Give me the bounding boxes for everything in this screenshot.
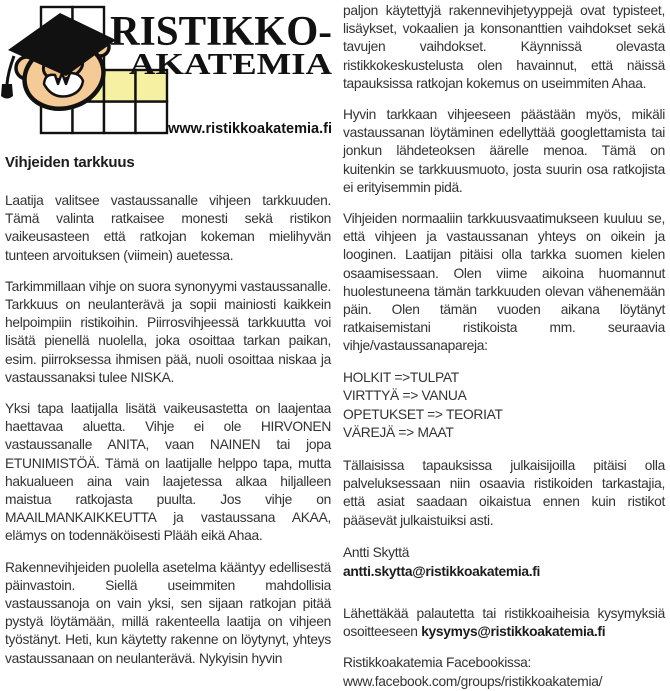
- left-column: [5, 154, 331, 668]
- paragraph-widening-search-area: Yksi tapa laatijalla lisätä vaikeusastetta on laajentaa haettavaa aluetta. Vihje ei ole HIRVONEN vastaussanalle ANITA, vaan NAINEN tai jopa ETUNIMISTÖÄ. Tämä on laatijalle helppo tapa, mutta hakualueen aina vain laajetessa alkaa hiljalleen maistua ratkojasta puulta. Jos vihje on MAAILMANKAIKKEUTTA ja vastaussana AKAA, elämys on todennäköisesti Plääh eikä Ahaa.: [5, 401, 331, 544]
- facebook-block: [343, 654, 665, 691]
- ristikkoakatemia-logo: [0, 0, 336, 144]
- clue-answer-pair: HOLKIT =>TULPAT: [343, 369, 459, 385]
- logo-website-url: www.ristikkoakatemia.fi: [168, 121, 332, 137]
- paragraph-publishers-checkers: Tällaisissa tapauksissa julkaisijoilla pitäisi olla palveluksessaan niin osaavia ristikoiden tarkastajia, että asiat saadaan oikaistua ennen kuin ristikot pääsevät julkaistuiksi asti.: [343, 458, 665, 528]
- paragraph-normal-accuracy: Vihjeiden normaaliin tarkkuusvaatimukseen kuuluu se, että vihjeen ja vastaussanan yhteys on oikein ja looginen. Laatijan pitäisi olla tarkka suomen kielen osaamisessaan. Olen viime aikoina huomannut huolestuneena tämän tarkkuuden olevan vähenemään päin. Olen tämän vuoden aikana löytänyt ratkaisemistani ristikoista mm. seuraavia vihje/vastaussanapareja:: [343, 211, 665, 354]
- clue-answer-pair: VIRTTYÄ => VANUA: [343, 388, 467, 404]
- clue-answer-pair: OPETUKSET => TEORIAT: [343, 406, 503, 422]
- right-column: [343, 2, 665, 691]
- paragraph-precise-clues: Tarkimmillaan vihje on suora synonyymi vastaussanalle. Tarkkuus on neulanterävä ja sopii mainiosti kaikkein helpoimpiin ristikoihin. Piirrosvihjeessä tarkkuutta voi lisätä pienellä nuolella, joka osoittaa tarkan paikan, esim. piirroksessa ihmisen pää, nuoli osoittaa niskaa ja vastaussanaksi tulee NISKA.: [5, 278, 331, 385]
- feedback-paragraph: [343, 605, 665, 641]
- author-name: Antti Skyttä: [343, 544, 410, 560]
- feedback-email: kysymys@ristikkoakatemia.fi: [421, 624, 606, 640]
- author-email: antti.skytta@ristikkoakatemia.fi: [343, 563, 541, 579]
- article-heading: Vihjeiden tarkkuus: [5, 154, 135, 171]
- facebook-label: Ristikkoakatemia Facebookissa:: [343, 655, 532, 671]
- paragraph-googling-clues: Hyvin tarkkaan vihjeeseen päästään myös, mikäli vastaussanan löytäminen edellyttää googlettamista tai jonkun lähdeteoksen äärelle menoa. Tämä on kuitenkin se tarkkuusmuoto, josta suurin osa ratkojista ei erityisemmin pidä.: [343, 107, 665, 195]
- clue-answer-pair: VÄREJÄ => MAAT: [343, 425, 454, 441]
- feedback-text: Lähettäkää palautetta tai ristikkoaiheisia kysymyksiä osoitteeseen: [343, 605, 665, 640]
- facebook-url: www.facebook.com/groups/ristikkoakatemia/: [343, 673, 603, 689]
- logo-subtitle: AKATEMIA: [129, 46, 333, 81]
- paragraph-structure-clues-continued: paljon käytettyjä rakennevihjetyyppejä ovat typisteet, lisäykset, vokaalien ja konsonanttien vaihdokset sekä tavujen vaihdokset. Käynnissä olevasta ristikkokeskustelusta olen havainnut, että näissä tapauksissa ratkojan kokemus on useimmiten Ahaa.: [343, 3, 665, 91]
- paragraph-clue-accuracy-intro: Laatija valitsee vastaussanalle vihjeen tarkkuuden. Tämä valinta ratkaisee monesti sekä ristikon vaikeusasteen että ratkojan kokeman mielihyvän tunteen arvoituksen (viimein) auetessa.: [5, 193, 331, 263]
- logo-title: RISTIKKO-: [110, 9, 332, 55]
- author-block: [343, 543, 665, 581]
- clue-answer-list: [343, 369, 665, 443]
- paragraph-structure-clues: Rakennevihjeiden puolella asetelma kääntyy edellisestä päinvastoin. Siellä useimmiten mahdollisia vastaussanoja on vain yksi, sen sijaan ratkojan pitää pystyä löytämään, millä rakenteella laatija on vihjeen työstänyt. Heti, kun käytetty rakenne on löytynyt, yhteys vastaussanaan on neulanterävä. Nykyisin hyvin: [5, 559, 331, 666]
